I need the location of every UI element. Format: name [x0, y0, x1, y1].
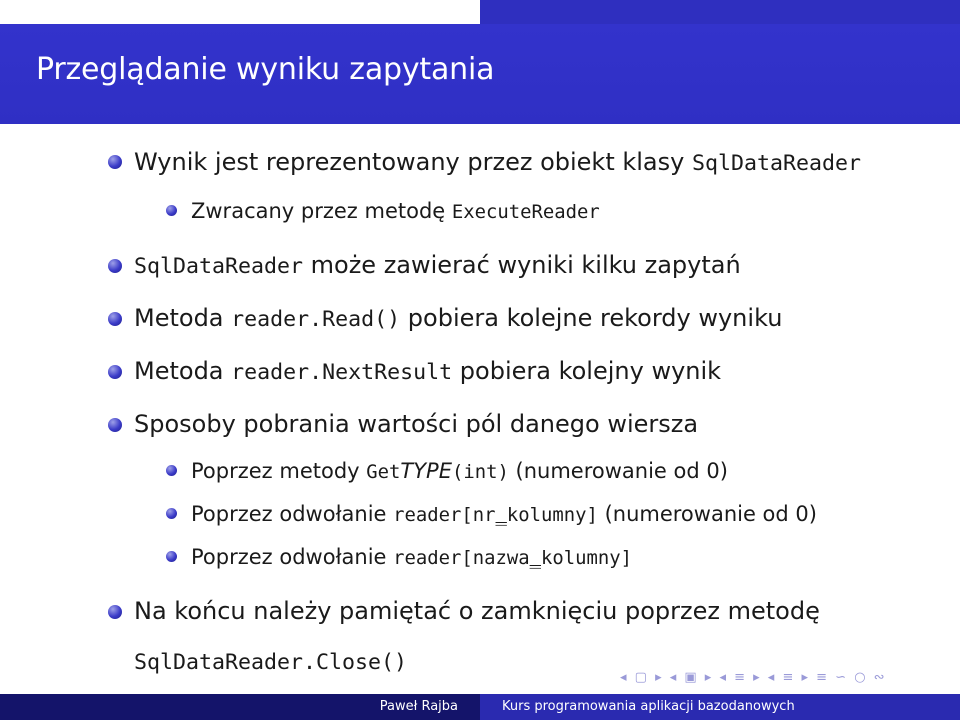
sub-bullet-icon [166, 205, 177, 216]
item-italic: TYPE [400, 459, 452, 483]
sub-bullet-icon [166, 465, 177, 476]
bullet-icon [108, 605, 122, 619]
item-text: może zawierać wyniki kilku zapytań [303, 251, 741, 279]
sub-list-item [191, 196, 600, 227]
sub-list-item [191, 456, 728, 487]
item-text: Sposoby pobrania wartości pól danego wiersza [134, 410, 699, 438]
bullet-icon [108, 155, 122, 169]
item-text: Metoda [134, 357, 232, 385]
item-text: Wynik jest reprezentowany przez obiekt klasy [134, 148, 692, 176]
item-text: (numerowanie od 0) [597, 502, 817, 526]
item-code: ExecuteReader [451, 201, 600, 223]
list-item [134, 250, 741, 282]
item-text: pobiera kolejne rekordy wyniku [400, 304, 783, 332]
item-code: reader.Read() [231, 307, 401, 332]
item-text: Poprzez odwołanie [191, 545, 394, 569]
slide-title: Przeglądanie wyniku zapytania [36, 52, 495, 87]
bullet-icon [108, 418, 122, 432]
item-code: reader.NextResult [231, 360, 453, 385]
item-code: SqlDataReader [134, 254, 304, 279]
item-code: kolumny] [541, 547, 633, 569]
item-text: Zwracany przez metodę [191, 199, 452, 223]
sub-list-item [191, 499, 817, 530]
item-text: Poprzez odwołanie [191, 502, 394, 526]
sub-list-item [191, 542, 632, 573]
item-text: (numerowanie od 0) [508, 459, 728, 483]
item-code: reader[nazwa [393, 547, 530, 569]
item-code-underscore: _ [495, 504, 507, 526]
bullet-icon [108, 312, 122, 326]
item-code: kolumny] [506, 504, 598, 526]
sub-bullet-icon [166, 508, 177, 519]
list-item [134, 596, 820, 626]
list-item [134, 356, 721, 388]
item-text: Na końcu należy pamiętać o zamknięciu poprzez metodę [134, 597, 820, 625]
bullet-icon [108, 259, 122, 273]
bullet-icon [108, 365, 122, 379]
list-item [134, 147, 861, 179]
item-text: pobiera kolejny wynik [452, 357, 722, 385]
item-text: Poprzez metody [191, 459, 367, 483]
footer-course: Kurs programowania aplikacji bazodanowych [480, 694, 960, 720]
list-item [134, 303, 782, 335]
item-text: Metoda [134, 304, 232, 332]
footer-author: Paweł Rajba [0, 694, 480, 720]
item-code: Get [366, 461, 401, 483]
beamer-navigation-icons[interactable]: ◂ ▢ ▸ ◂ ▣ ▸ ◂ ≡ ▸ ◂ ≡ ▸ ≡ ∽ ○ ∾ [620, 670, 887, 685]
item-code-underscore: _ [529, 547, 542, 569]
footer [0, 694, 960, 720]
item-code: reader[nr [393, 504, 496, 526]
item-code: (int) [451, 461, 509, 483]
list-item-continuation [134, 646, 407, 678]
item-code: SqlDataReader [691, 151, 861, 176]
sub-bullet-icon [166, 551, 177, 562]
item-code: SqlDataReader.Close() [134, 650, 408, 675]
list-item [134, 409, 698, 439]
